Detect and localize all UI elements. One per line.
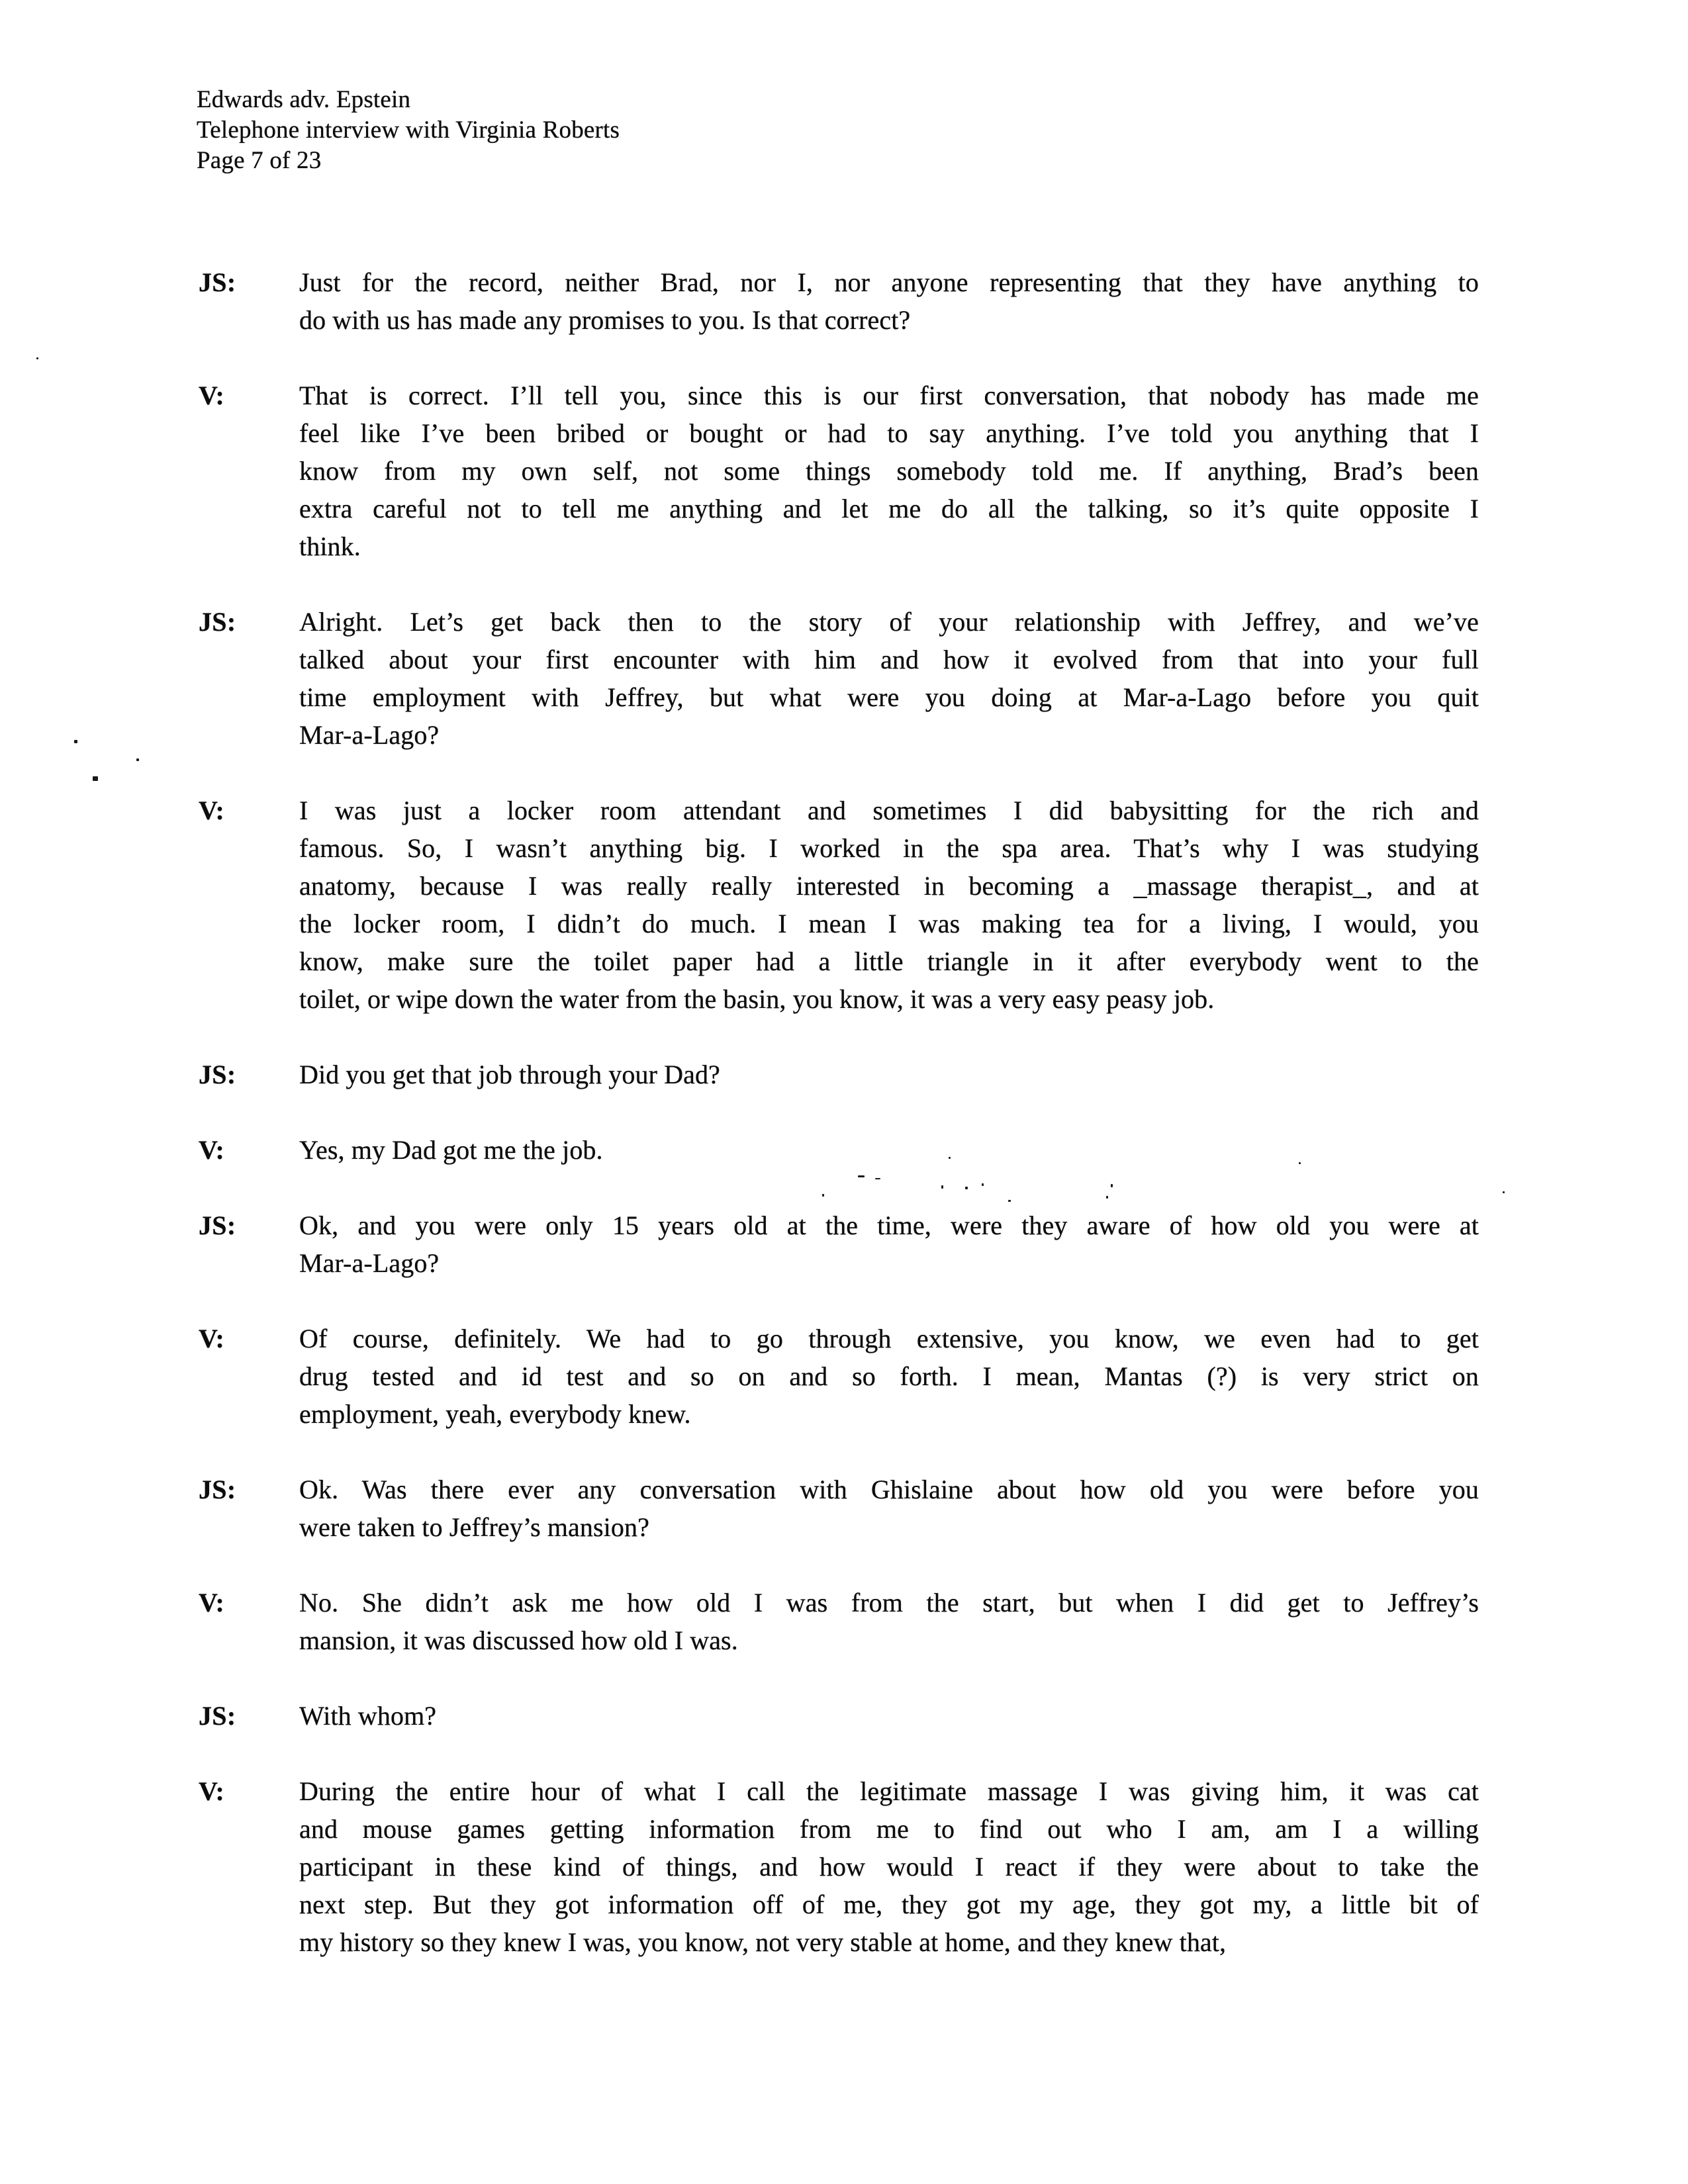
utterance-line: Mar-a-Lago? <box>299 720 440 750</box>
transcript-entry <box>199 263 1479 339</box>
scan-artifact <box>949 1157 951 1159</box>
speaker-label: V: <box>199 1776 225 1806</box>
scan-artifact <box>941 1185 943 1189</box>
utterance-line: During the entire hour of what I call the legitimate massage I was giving him, it was cat <box>299 1776 1479 1806</box>
speaker-label: V: <box>199 1588 225 1617</box>
utterance-text <box>299 1471 1479 1546</box>
speaker-label: V: <box>199 381 225 410</box>
speaker-label: V: <box>199 1324 225 1353</box>
speaker-label: V: <box>199 796 225 825</box>
utterance-line: Yes, my Dad got me the job. <box>299 1135 603 1165</box>
utterance-text <box>299 263 1479 339</box>
transcript-entry <box>199 1697 1479 1735</box>
scan-artifact <box>36 357 38 359</box>
utterance-line: participant in these kind of things, and how would I react if they were about to take the <box>299 1852 1479 1882</box>
utterance-text <box>299 792 1479 1018</box>
utterance-line: know, make sure the toilet paper had a little triangle in it after everybody went to the <box>299 946 1479 976</box>
utterance-line: Ok. Was there ever any conversation with Ghislaine about how old you were before you <box>299 1475 1479 1504</box>
transcript-entry <box>199 377 1479 565</box>
utterance-line: time employment with Jeffrey, but what were you doing at Mar-a-Lago before you quit <box>299 682 1479 712</box>
transcript-entry <box>199 1056 1479 1093</box>
scan-artifact <box>1106 1196 1108 1199</box>
utterance-line: toilet, or wipe down the water from the basin, you know, it was a very easy peasy job. <box>299 984 1215 1014</box>
utterance-line: With whom? <box>299 1701 437 1731</box>
scan-artifact <box>982 1183 984 1186</box>
document-header <box>197 85 620 176</box>
utterance-line: Alright. Let’s get back then to the story of your relationship with Jeffrey, and we’ve <box>299 607 1479 637</box>
utterance-line: employment, yeah, everybody knew. <box>299 1399 691 1429</box>
utterance-text <box>299 1206 1479 1282</box>
utterance-text <box>299 1056 1479 1093</box>
speaker-label: JS: <box>199 1475 236 1504</box>
utterance-line: Just for the record, neither Brad, nor I, nor anyone representing that they have anything to <box>299 267 1479 297</box>
transcript-entry <box>199 1131 1479 1169</box>
header-case-title: Edwards adv. Epstein <box>197 86 411 113</box>
utterance-line: think. <box>299 531 361 561</box>
utterance-line: were taken to Jeffrey’s mansion? <box>299 1512 649 1542</box>
utterance-text <box>299 1697 1479 1735</box>
transcript-entry <box>199 1772 1479 1961</box>
utterance-text <box>299 1131 1479 1169</box>
scan-artifact <box>74 740 77 743</box>
transcript-entry <box>199 1206 1479 1282</box>
utterance-line: the locker room, I didn’t do much. I mean I was making tea for a living, I would, you <box>299 909 1479 938</box>
speaker-label: JS: <box>199 1210 236 1240</box>
scan-artifact <box>1503 1191 1505 1193</box>
scan-artifact <box>136 758 139 761</box>
utterance-line: mansion, it was discussed how old I was. <box>299 1625 738 1655</box>
utterance-text <box>299 1584 1479 1659</box>
header-page-number: Page 7 of 23 <box>197 147 322 174</box>
utterance-line: I was just a locker room attendant and sometimes I did babysitting for the rich and <box>299 796 1479 825</box>
speaker-label: JS: <box>199 607 236 637</box>
utterance-line: drug tested and id test and so on and so forth. I mean, Mantas (?) is very strict on <box>299 1361 1479 1391</box>
utterance-line: talked about your first encounter with him and how it evolved from that into your full <box>299 645 1479 674</box>
utterance-line: extra careful not to tell me anything and let me do all the talking, so it’s quite opposite I <box>299 494 1479 523</box>
utterance-text <box>299 1320 1479 1433</box>
utterance-line: my history so they knew I was, you know, not very stable at home, and they knew that, <box>299 1927 1227 1957</box>
utterance-text <box>299 377 1479 565</box>
scan-artifact <box>875 1178 880 1179</box>
transcript-entry <box>199 1584 1479 1659</box>
speaker-label: JS: <box>199 1701 236 1731</box>
utterance-line: famous. So, I wasn’t anything big. I worked in the spa area. That’s why I was studying <box>299 833 1479 863</box>
transcript-entry <box>199 603 1479 754</box>
utterance-line: anatomy, because I was really really interested in becoming a _massage therapist_, and at <box>299 871 1479 901</box>
utterance-text <box>299 603 1479 754</box>
header-subtitle: Telephone interview with Virginia Roberts <box>197 116 620 144</box>
scan-artifact <box>965 1187 968 1189</box>
transcript <box>199 263 1479 1999</box>
utterance-line: do with us has made any promises to you. Is that correct? <box>299 305 911 335</box>
transcript-entry <box>199 792 1479 1018</box>
scan-artifact <box>822 1194 824 1197</box>
speaker-label: V: <box>199 1135 225 1165</box>
transcript-entry <box>199 1471 1479 1546</box>
utterance-line: Mar-a-Lago? <box>299 1248 440 1278</box>
utterance-line: and mouse games getting information from me to find out who I am, am I a willing <box>299 1814 1479 1844</box>
utterance-line: know from my own self, not some things somebody told me. If anything, Brad’s been <box>299 456 1479 486</box>
speaker-label: JS: <box>199 1060 236 1089</box>
scan-artifact <box>1111 1184 1113 1187</box>
utterance-line: Ok, and you were only 15 years old at the time, were they aware of how old you were at <box>299 1210 1479 1240</box>
utterance-line: No. She didn’t ask me how old I was from the start, but when I did get to Jeffrey’s <box>299 1588 1479 1617</box>
scan-artifact <box>1299 1162 1301 1164</box>
scan-artifact <box>1008 1200 1011 1202</box>
utterance-line: next step. But they got information off of me, they got my age, they got my, a little bit of <box>299 1889 1479 1919</box>
scan-artifact <box>858 1175 865 1177</box>
scan-artifact <box>93 776 98 781</box>
utterance-line: Of course, definitely. We had to go through extensive, you know, we even had to get <box>299 1324 1479 1353</box>
utterance-line: That is correct. I’ll tell you, since this is our first conversation, that nobody has made me <box>299 381 1479 410</box>
speaker-label: JS: <box>199 267 236 297</box>
utterance-line: feel like I’ve been bribed or bought or had to say anything. I’ve told you anything that I <box>299 418 1479 448</box>
utterance-line: Did you get that job through your Dad? <box>299 1060 720 1089</box>
transcript-entry <box>199 1320 1479 1433</box>
utterance-text <box>299 1772 1479 1961</box>
